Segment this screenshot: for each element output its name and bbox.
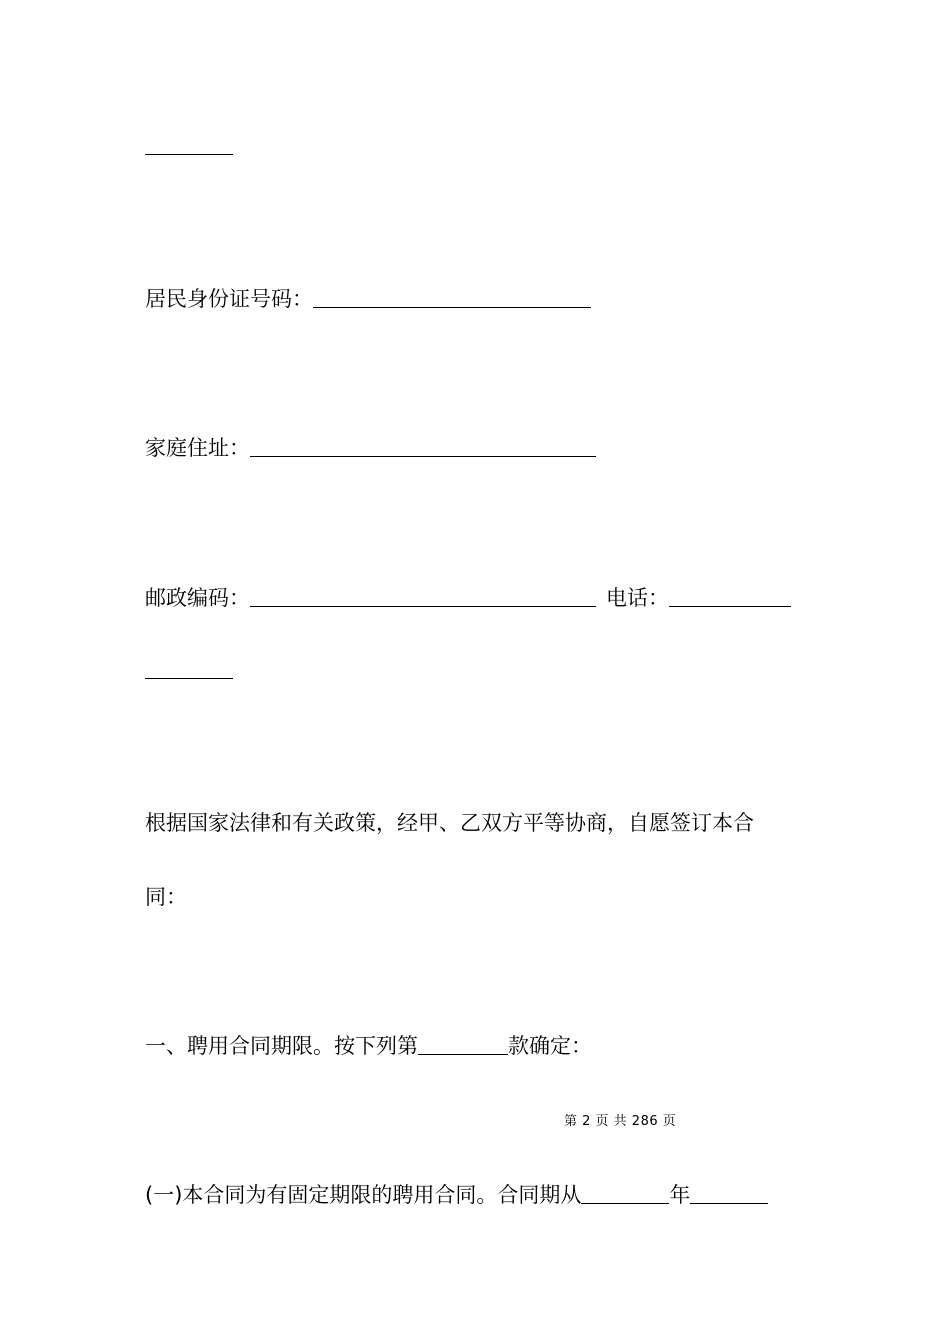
sub-clause-1-text: (一)本合同为有固定期限的聘用合同。合同期从 (145, 1183, 582, 1207)
clause-1-row (145, 1031, 592, 1061)
intro-text-1: 根据国家法律和有关政策，经甲、乙双方平等协商，自愿签订本合 (145, 811, 754, 835)
blank-line[interactable] (145, 132, 233, 155)
clause-1-text-before: 一、聘用合同期限。按下列第 (145, 1034, 418, 1058)
id-number-row (145, 284, 591, 314)
phone-field[interactable] (669, 584, 791, 607)
sub-clause-1-row (145, 1180, 768, 1210)
intro-paragraph-line-2 (145, 882, 187, 912)
intro-text-2: 同： (145, 885, 187, 909)
intro-paragraph-line-1 (145, 808, 754, 838)
postcode-label: 邮政编码： (145, 586, 250, 610)
home-address-label: 家庭住址： (145, 436, 250, 460)
home-address-field[interactable] (250, 434, 596, 457)
id-number-label: 居民身份证号码： (145, 287, 313, 311)
phone-continuation-row (145, 656, 233, 685)
start-month-field[interactable] (690, 1181, 768, 1204)
phone-field-continuation[interactable] (145, 656, 233, 679)
id-number-field[interactable] (313, 285, 591, 308)
page-indicator: 第 2 页 共 286 页 (564, 1114, 677, 1129)
home-address-row (145, 433, 596, 463)
year-label: 年 (669, 1183, 691, 1207)
continuation-blank-top (145, 132, 233, 161)
start-year-field[interactable] (581, 1181, 669, 1204)
postcode-field[interactable] (250, 584, 596, 607)
clause-1-text-after: 款确定： (508, 1034, 592, 1058)
phone-label: 电话： (606, 586, 669, 610)
postcode-phone-row (145, 583, 791, 613)
clause-number-field[interactable] (418, 1032, 508, 1055)
